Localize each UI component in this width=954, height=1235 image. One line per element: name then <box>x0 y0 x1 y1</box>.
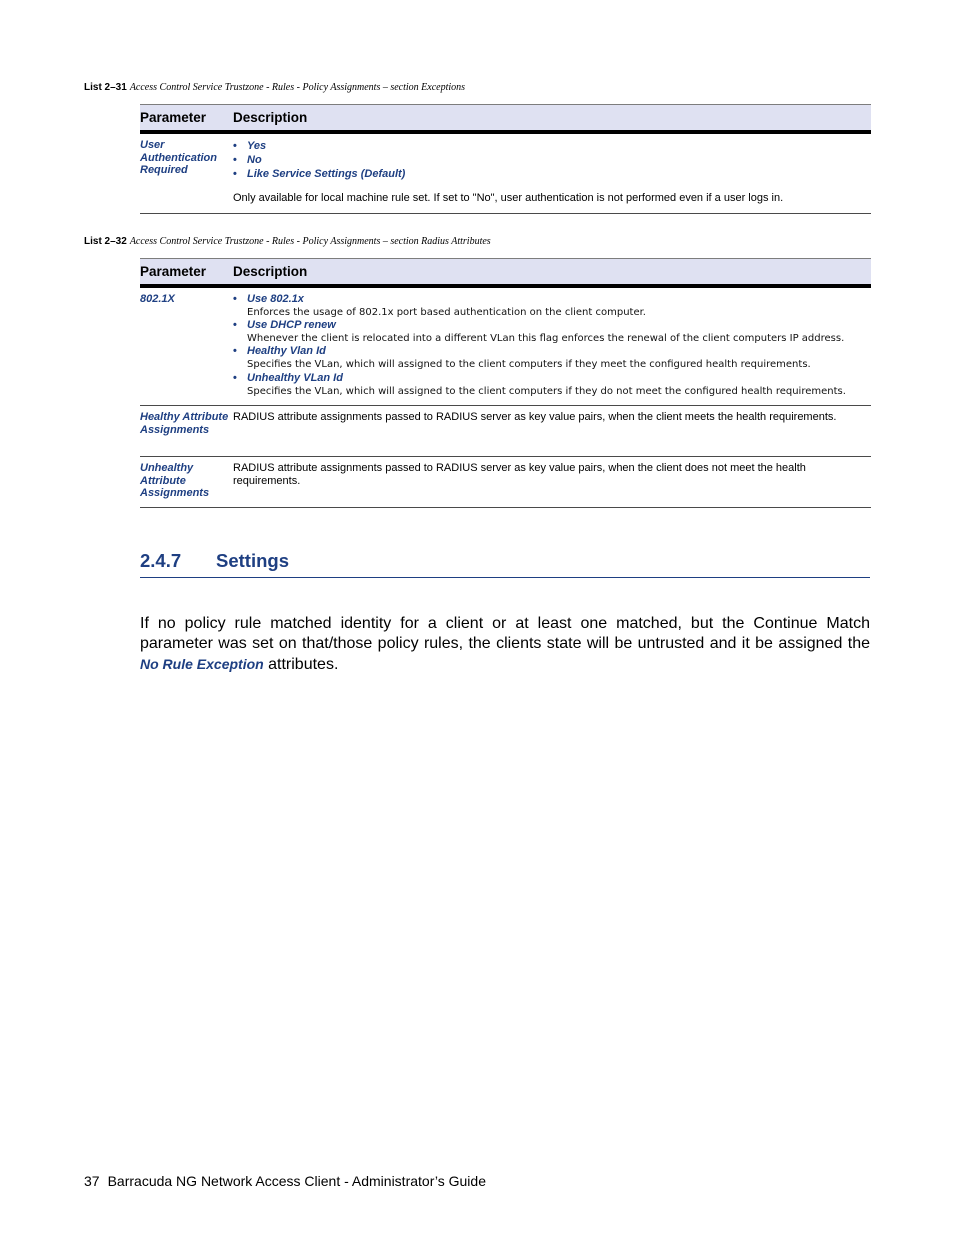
option-list <box>233 293 871 398</box>
option-label: Unhealthy VLan Id <box>247 371 343 384</box>
table-row <box>140 134 871 214</box>
option-description: Specifies the VLan, which will assigned to the client computers if they do not meet the configured health requirements. <box>247 385 846 397</box>
option-description: Enforces the usage of 802.1x port based authentication on the client computer. <box>247 307 646 318</box>
list-item: • Yes <box>233 140 267 152</box>
list-item: • Like Service Settings (Default) <box>233 168 406 180</box>
row-description <box>233 139 871 213</box>
table-header <box>140 258 871 288</box>
option-label: Use DHCP renew <box>247 319 336 332</box>
caption-text: Access Control Service Trustzone - Rules - Policy Assignments – section Radius Attributes <box>129 236 491 247</box>
option-like-service-settings: Like Service Settings (Default) <box>247 168 406 180</box>
param-healthy-attribute-assignments: Healthy Attribute Assignments <box>140 411 229 436</box>
paragraph-text: If no policy rule matched identity for a client or at least one matched, but the Continue Match parameter was set on that/those policy rules, the clients state will be untrusted and it be assigned the <box>140 615 870 652</box>
paragraph-text: attributes. <box>263 656 339 673</box>
section-title: Settings <box>216 550 289 571</box>
row-description: RADIUS attribute assignments passed to RADIUS server as key value pairs, when the client does not meet the health requirements. <box>233 462 806 487</box>
param-unhealthy-attribute-assignments: Unhealthy Attribute Assignments <box>140 462 210 500</box>
section-number: 2.4.7 <box>140 550 182 571</box>
page-number: 37 <box>84 1173 100 1189</box>
header-description: Description <box>233 264 308 279</box>
table-row <box>140 406 871 457</box>
footer-title: Barracuda NG Network Access Client - Administrator’s Guide <box>107 1173 486 1189</box>
list-item: • Use DHCP renew Whenever the client is relocated into a different VLan this flag enforces the renewal of the client computers IP address. <box>233 319 871 345</box>
caption-number: List 2–32 <box>84 236 127 247</box>
param-802-1x: 802.1X <box>140 293 175 305</box>
caption-text: Access Control Service Trustzone - Rules - Policy Assignments – section Exceptions <box>129 82 466 93</box>
table-caption-list-2-31 <box>84 82 465 93</box>
list-item: • Healthy Vlan Id Specifies the VLan, which will assigned to the client computers if they meet the configured health requirements. <box>233 345 871 371</box>
option-list <box>233 139 871 181</box>
option-description: Specifies the VLan, which will assigned to the client computers if they meet the configured health requirements. <box>247 359 811 371</box>
settings-paragraph <box>140 614 870 675</box>
page-footer <box>84 1173 486 1189</box>
table-row <box>140 288 871 406</box>
no-rule-exception-link[interactable]: No Rule Exception <box>140 656 264 672</box>
exceptions-table <box>140 104 871 214</box>
option-no: No <box>247 154 262 166</box>
header-parameter: Parameter <box>140 264 207 279</box>
table-caption-list-2-32 <box>84 236 491 247</box>
list-item: • Use 802.1x Enforces the usage of 802.1x port based authentication on the client computer. <box>233 293 871 319</box>
row-note: Only available for local machine rule set. If set to "No", user authentication is not performed even if a user logs in. <box>233 192 784 204</box>
section-heading <box>140 550 870 578</box>
list-item: • No <box>233 154 262 166</box>
radius-attributes-table <box>140 258 871 508</box>
row-description <box>233 293 871 405</box>
list-item: • Unhealthy VLan Id Specifies the VLan, which will assigned to the client computers if they do not meet the configured health requirements. <box>233 372 871 398</box>
header-description: Description <box>233 110 308 125</box>
param-user-authentication-required: User Authentication Required <box>140 139 217 177</box>
table-header <box>140 104 871 134</box>
option-description: Whenever the client is relocated into a different VLan this flag enforces the renewal of the client computers IP address. <box>247 333 845 345</box>
row-description: RADIUS attribute assignments passed to RADIUS server as key value pairs, when the client meets the health requirements. <box>233 411 837 423</box>
option-label: Use 802.1x <box>247 293 304 305</box>
option-label: Healthy Vlan Id <box>247 345 326 358</box>
option-yes: Yes <box>247 140 267 152</box>
caption-number: List 2–31 <box>84 82 127 93</box>
header-parameter: Parameter <box>140 110 207 125</box>
table-row <box>140 457 871 508</box>
